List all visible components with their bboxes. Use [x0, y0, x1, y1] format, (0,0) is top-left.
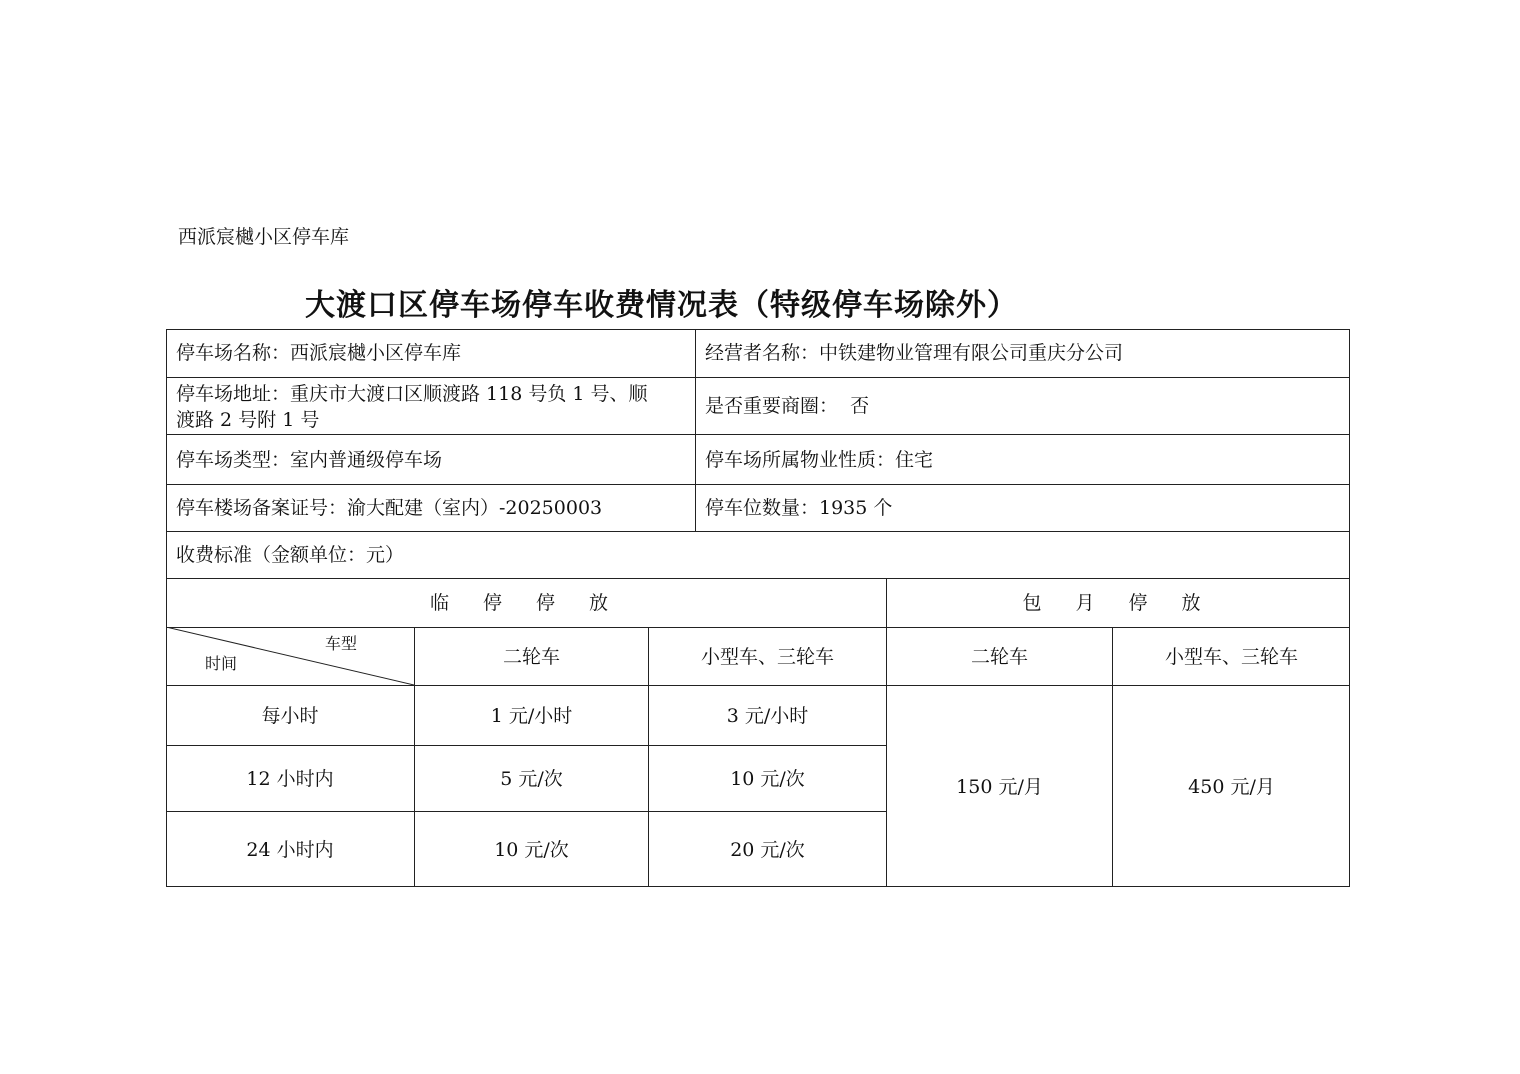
row-time: 24 小时内	[246, 838, 334, 861]
document-title: 大渡口区停车场停车收费情况表（特级停车场除外）	[305, 288, 1018, 323]
row-two-wheel-fee: 10 元/次	[494, 838, 569, 861]
row-time: 每小时	[261, 704, 319, 727]
row-small-car-fee: 20 元/次	[730, 838, 805, 861]
address-line-1: 停车场地址：重庆市大渡口区顺渡路 118 号负 1 号、顺	[176, 383, 648, 405]
monthly-small-car-fee: 450 元/月	[1188, 775, 1275, 798]
time-label: 时间	[205, 654, 238, 673]
vehicle-type-label: 车型	[325, 634, 358, 653]
row-two-wheel-fee: 1 元/小时	[490, 704, 573, 727]
parking-address	[166, 378, 695, 434]
col-monthly-small-car: 小型车、三轮车	[1164, 645, 1298, 668]
parking-type: 停车场类型：室内普通级停车场	[176, 448, 443, 471]
address-line-2: 渡路 2 号附 1 号	[176, 409, 320, 431]
diagonal-line	[166, 627, 414, 685]
document-subtitle: 西派宸樾小区停车库	[178, 226, 350, 248]
row-small-car-fee: 3 元/小时	[726, 704, 809, 727]
property-nature: 停车场所属物业性质：住宅	[705, 448, 934, 471]
fee-standard: 收费标准（金额单位：元）	[176, 544, 405, 566]
monthly-parking-header: 包 月 停 放	[1022, 592, 1215, 614]
operator-name: 经营者名称：中铁建物业管理有限公司重庆分公司	[705, 342, 1124, 364]
temporary-parking-header: 临 停 停 放	[429, 592, 623, 614]
col-small-car: 小型车、三轮车	[700, 645, 834, 668]
parking-spaces: 停车位数量：1935 个	[705, 497, 893, 519]
row-small-car-fee: 10 元/次	[730, 767, 805, 790]
registration-number: 停车楼场备案证号：渝大配建（室内）-20250003	[176, 497, 603, 519]
row-two-wheel-fee: 5 元/次	[500, 767, 563, 790]
row-time: 12 小时内	[246, 767, 334, 790]
monthly-two-wheel-fee: 150 元/月	[956, 775, 1043, 798]
business-district: 是否重要商圈： 否	[705, 395, 870, 417]
parking-name: 停车场名称：西派宸樾小区停车库	[176, 342, 462, 364]
col-monthly-two-wheel: 二轮车	[970, 645, 1028, 668]
col-two-wheel: 二轮车	[502, 645, 560, 668]
